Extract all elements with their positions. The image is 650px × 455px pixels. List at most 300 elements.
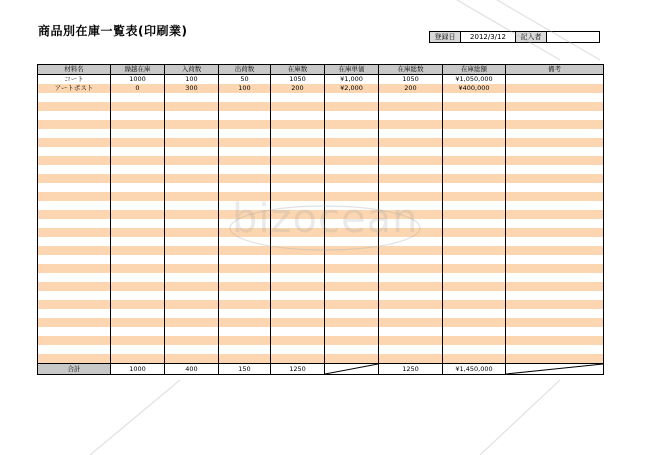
header-cell: 備考	[506, 65, 604, 75]
table-cell	[38, 237, 111, 246]
table-cell	[325, 147, 379, 156]
table-cell	[38, 183, 111, 192]
table-cell	[443, 183, 506, 192]
header-cell: 在庫数	[271, 65, 325, 75]
table-cell	[379, 300, 443, 309]
table-cell	[165, 174, 219, 183]
table-cell	[219, 255, 271, 264]
table-cell	[443, 192, 506, 201]
table-cell	[38, 129, 111, 138]
total-cell: 150	[219, 364, 271, 375]
table-cell	[271, 228, 325, 237]
table-row	[38, 192, 604, 201]
table-cell	[379, 102, 443, 111]
table-cell	[443, 201, 506, 210]
total-cell: 400	[165, 364, 219, 375]
table-cell	[379, 264, 443, 273]
table-cell: 100	[165, 75, 219, 85]
table-cell: ¥1,050,000	[443, 75, 506, 85]
total-row	[38, 364, 604, 375]
table-row	[38, 147, 604, 156]
table-row	[38, 174, 604, 183]
table-cell	[443, 138, 506, 147]
recorder-value	[547, 32, 600, 43]
header-cell: 材料名	[38, 65, 111, 75]
header-cell: 入荷数	[165, 65, 219, 75]
table-cell	[379, 336, 443, 345]
table-cell	[165, 192, 219, 201]
table-cell	[379, 246, 443, 255]
table-cell	[165, 102, 219, 111]
table-cell	[271, 156, 325, 165]
table-cell	[271, 291, 325, 300]
table-row	[38, 264, 604, 273]
table-cell: 1000	[111, 75, 165, 85]
table-cell	[325, 192, 379, 201]
table-cell	[219, 192, 271, 201]
table-cell	[111, 210, 165, 219]
table-cell	[325, 228, 379, 237]
table-cell	[38, 264, 111, 273]
table-cell	[219, 201, 271, 210]
table-cell	[111, 129, 165, 138]
table-cell	[271, 318, 325, 327]
table-cell	[165, 210, 219, 219]
table-cell	[219, 102, 271, 111]
table-cell	[506, 120, 604, 129]
table-cell	[38, 327, 111, 336]
table-cell	[219, 147, 271, 156]
table-cell	[379, 210, 443, 219]
header-cell: 在庫単価	[325, 65, 379, 75]
table-cell	[38, 282, 111, 291]
table-cell	[443, 246, 506, 255]
table-cell	[38, 102, 111, 111]
table-cell	[271, 210, 325, 219]
table-cell	[506, 264, 604, 273]
table-cell	[271, 255, 325, 264]
table-row	[38, 318, 604, 327]
header-cell: 在庫総額	[443, 65, 506, 75]
table-cell	[325, 327, 379, 336]
table-cell	[165, 246, 219, 255]
table-cell	[325, 120, 379, 129]
table-cell	[325, 264, 379, 273]
table-cell	[325, 210, 379, 219]
table-cell	[325, 129, 379, 138]
table-cell	[165, 345, 219, 354]
table-cell	[38, 228, 111, 237]
header-row	[38, 65, 604, 75]
table-cell	[443, 93, 506, 102]
table-cell	[219, 309, 271, 318]
table-cell	[219, 120, 271, 129]
table-cell	[165, 354, 219, 364]
table-row	[38, 300, 604, 309]
recorder-label: 記入者	[516, 32, 547, 43]
table-cell	[271, 246, 325, 255]
table-cell	[271, 93, 325, 102]
table-cell	[219, 156, 271, 165]
table-cell	[325, 354, 379, 364]
table-cell	[379, 309, 443, 318]
table-cell	[506, 327, 604, 336]
table-cell	[219, 129, 271, 138]
table-cell	[219, 237, 271, 246]
table-row	[38, 210, 604, 219]
table-cell	[219, 174, 271, 183]
table-cell	[219, 327, 271, 336]
table-cell	[38, 138, 111, 147]
table-cell: 0	[111, 84, 165, 93]
table-cell: 50	[219, 75, 271, 85]
table-cell	[111, 237, 165, 246]
table-cell	[111, 93, 165, 102]
table-cell	[111, 246, 165, 255]
table-cell	[506, 228, 604, 237]
table-cell	[506, 237, 604, 246]
table-cell: 100	[219, 84, 271, 93]
table-cell	[443, 120, 506, 129]
table-cell	[111, 309, 165, 318]
table-cell	[325, 174, 379, 183]
table-cell	[443, 291, 506, 300]
table-cell	[111, 102, 165, 111]
table-cell	[271, 345, 325, 354]
table-row	[38, 228, 604, 237]
table-cell	[219, 165, 271, 174]
table-cell	[506, 174, 604, 183]
table-row	[38, 309, 604, 318]
table-cell	[325, 183, 379, 192]
table-cell	[38, 165, 111, 174]
table-cell	[443, 174, 506, 183]
table-cell	[165, 165, 219, 174]
table-cell	[38, 255, 111, 264]
table-cell	[165, 300, 219, 309]
table-cell	[38, 192, 111, 201]
table-cell	[165, 120, 219, 129]
table-cell	[379, 138, 443, 147]
table-cell	[506, 255, 604, 264]
table-cell	[379, 282, 443, 291]
table-cell	[506, 75, 604, 85]
table-cell: 300	[165, 84, 219, 93]
table-cell	[219, 291, 271, 300]
table-cell	[325, 102, 379, 111]
table-cell	[165, 327, 219, 336]
table-cell	[379, 273, 443, 282]
table-cell	[443, 111, 506, 120]
table-cell	[111, 201, 165, 210]
table-row	[38, 273, 604, 282]
table-cell	[38, 354, 111, 364]
date-value: 2012/3/12	[461, 32, 516, 43]
table-cell	[325, 246, 379, 255]
total-cell: ¥1,450,000	[443, 364, 506, 375]
table-cell	[506, 111, 604, 120]
table-cell	[271, 273, 325, 282]
table-cell	[379, 111, 443, 120]
table-cell	[165, 336, 219, 345]
table-cell	[325, 165, 379, 174]
table-cell	[379, 156, 443, 165]
table-row	[38, 282, 604, 291]
table-cell	[38, 246, 111, 255]
table-cell	[379, 318, 443, 327]
table-cell	[271, 147, 325, 156]
table-cell	[443, 228, 506, 237]
table-cell	[111, 300, 165, 309]
table-cell	[506, 138, 604, 147]
table-cell: ¥1,000	[325, 75, 379, 85]
table-cell	[506, 345, 604, 354]
table-cell	[379, 192, 443, 201]
page-title: 商品別在庫一覧表(印刷業)	[38, 24, 188, 38]
table-cell	[443, 102, 506, 111]
table-cell	[443, 354, 506, 364]
table-cell	[443, 147, 506, 156]
table-cell	[165, 282, 219, 291]
table-cell	[325, 318, 379, 327]
table-cell	[165, 147, 219, 156]
table-cell	[325, 300, 379, 309]
table-cell	[219, 228, 271, 237]
table-cell	[111, 273, 165, 282]
table-cell	[379, 174, 443, 183]
table-row	[38, 201, 604, 210]
table-cell	[379, 219, 443, 228]
table-cell	[271, 138, 325, 147]
table-cell	[506, 147, 604, 156]
table-cell	[165, 129, 219, 138]
table-cell	[219, 318, 271, 327]
table-cell	[506, 309, 604, 318]
total-cell-empty	[325, 364, 379, 375]
table-cell	[219, 93, 271, 102]
table-row	[38, 93, 604, 102]
table-cell	[443, 336, 506, 345]
table-cell	[271, 183, 325, 192]
table-cell	[379, 291, 443, 300]
table-cell	[443, 210, 506, 219]
table-cell	[443, 273, 506, 282]
table-cell	[111, 111, 165, 120]
table-cell	[111, 327, 165, 336]
table-cell	[165, 138, 219, 147]
total-label: 合計	[38, 364, 111, 375]
table-cell	[271, 264, 325, 273]
table-cell	[325, 336, 379, 345]
table-cell	[219, 246, 271, 255]
table-cell	[38, 174, 111, 183]
table-cell	[111, 147, 165, 156]
table-cell	[38, 336, 111, 345]
table-cell	[379, 237, 443, 246]
header-cell: 在庫総数	[379, 65, 443, 75]
table-cell	[111, 345, 165, 354]
table-cell	[111, 156, 165, 165]
table-cell	[38, 291, 111, 300]
table-cell	[443, 255, 506, 264]
table-cell	[38, 309, 111, 318]
table-cell	[443, 282, 506, 291]
total-cell: 1000	[111, 364, 165, 375]
table-row	[38, 84, 604, 93]
table-cell	[379, 228, 443, 237]
table-cell	[111, 291, 165, 300]
table-row	[38, 102, 604, 111]
table-cell	[379, 147, 443, 156]
table-row	[38, 327, 604, 336]
table-cell	[111, 183, 165, 192]
table-cell	[38, 300, 111, 309]
table-cell	[271, 354, 325, 364]
table-row	[38, 129, 604, 138]
table-cell	[165, 219, 219, 228]
table-cell	[443, 309, 506, 318]
table-cell	[325, 138, 379, 147]
table-cell	[325, 219, 379, 228]
table-cell	[165, 228, 219, 237]
table-cell	[506, 336, 604, 345]
table-cell	[111, 138, 165, 147]
table-cell	[379, 93, 443, 102]
table-cell	[443, 237, 506, 246]
table-cell	[38, 93, 111, 102]
table-cell	[325, 291, 379, 300]
table-cell	[325, 237, 379, 246]
table-cell	[219, 336, 271, 345]
table-cell	[111, 192, 165, 201]
table-cell: アートポスト	[38, 84, 111, 93]
table-cell	[219, 183, 271, 192]
table-cell	[443, 318, 506, 327]
table-cell	[506, 282, 604, 291]
table-cell	[271, 129, 325, 138]
table-cell	[271, 327, 325, 336]
table-cell	[165, 318, 219, 327]
table-cell: 1050	[271, 75, 325, 85]
table-cell	[219, 138, 271, 147]
table-cell	[219, 210, 271, 219]
table-cell	[271, 201, 325, 210]
table-cell	[379, 255, 443, 264]
table-cell: ¥400,000	[443, 84, 506, 93]
table-cell	[379, 201, 443, 210]
table-row	[38, 111, 604, 120]
watermark-logo: bizocean	[232, 196, 419, 242]
table-cell: 200	[271, 84, 325, 93]
table-cell	[219, 282, 271, 291]
table-cell	[38, 318, 111, 327]
table-row	[38, 246, 604, 255]
table-cell	[506, 219, 604, 228]
table-cell	[271, 192, 325, 201]
table-cell	[325, 111, 379, 120]
table-cell	[506, 246, 604, 255]
table-cell	[38, 120, 111, 129]
table-cell	[506, 300, 604, 309]
table-cell	[165, 183, 219, 192]
table-cell	[165, 156, 219, 165]
table-row	[38, 354, 604, 364]
table-cell	[111, 174, 165, 183]
table-cell	[506, 354, 604, 364]
table-cell	[506, 192, 604, 201]
table-cell	[325, 156, 379, 165]
total-cell: 1250	[379, 364, 443, 375]
table-cell	[443, 219, 506, 228]
table-cell	[506, 183, 604, 192]
date-label: 登録日	[430, 32, 461, 43]
table-cell	[271, 237, 325, 246]
table-cell	[325, 273, 379, 282]
table-cell	[506, 273, 604, 282]
table-cell	[325, 93, 379, 102]
table-cell	[379, 354, 443, 364]
table-cell	[443, 345, 506, 354]
table-cell	[271, 165, 325, 174]
table-cell	[38, 219, 111, 228]
table-cell	[379, 129, 443, 138]
table-cell	[219, 219, 271, 228]
table-cell	[111, 219, 165, 228]
table-cell	[111, 165, 165, 174]
table-cell	[271, 336, 325, 345]
table-cell	[506, 102, 604, 111]
table-cell	[271, 282, 325, 291]
table-cell	[111, 282, 165, 291]
table-cell	[443, 327, 506, 336]
table-cell	[165, 264, 219, 273]
table-cell	[443, 129, 506, 138]
table-cell	[165, 255, 219, 264]
table-cell	[443, 264, 506, 273]
table-cell	[443, 300, 506, 309]
table-cell	[111, 264, 165, 273]
table-cell	[506, 156, 604, 165]
table-cell	[111, 255, 165, 264]
table-cell	[506, 84, 604, 93]
table-cell	[38, 345, 111, 354]
table-cell	[165, 93, 219, 102]
table-cell	[219, 273, 271, 282]
table-cell	[165, 201, 219, 210]
table-row	[38, 237, 604, 246]
table-cell	[271, 120, 325, 129]
table-cell	[506, 93, 604, 102]
table-row	[38, 219, 604, 228]
table-row	[38, 156, 604, 165]
table-cell	[219, 354, 271, 364]
table-cell	[379, 327, 443, 336]
table-row	[38, 75, 604, 85]
table-cell	[111, 318, 165, 327]
table-cell	[506, 318, 604, 327]
table-cell	[325, 201, 379, 210]
table-row	[38, 345, 604, 354]
table-cell	[506, 201, 604, 210]
table-cell	[325, 282, 379, 291]
table-row	[38, 165, 604, 174]
table-cell	[271, 300, 325, 309]
header-cell: 出荷数	[219, 65, 271, 75]
table-cell	[379, 183, 443, 192]
table-cell: 1050	[379, 75, 443, 85]
total-cell-empty	[506, 364, 604, 375]
table-cell	[38, 147, 111, 156]
